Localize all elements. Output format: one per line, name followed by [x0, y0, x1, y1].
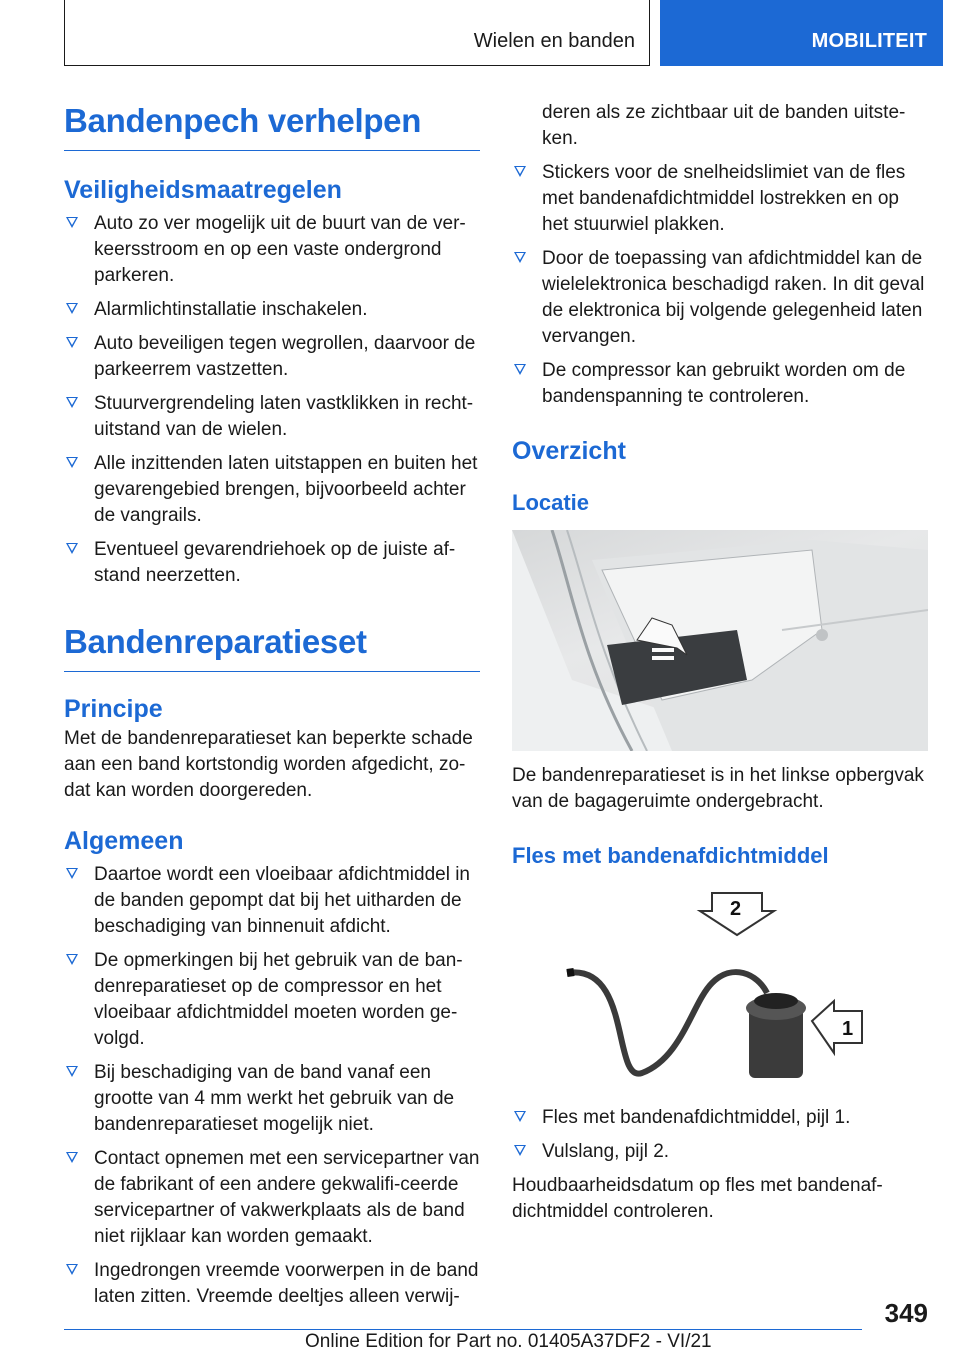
triangle-bullet-icon [66, 1264, 78, 1275]
sealant-bottle-illustration [512, 883, 928, 1093]
trunk-photo-illustration [512, 530, 928, 751]
triangle-bullet-icon [66, 543, 78, 554]
sealant-bottle-figure [512, 883, 928, 1093]
page-title: Bandenpech verhelpen [64, 100, 480, 151]
principle-text: Met de bandenreparatieset kan beperkte schade aan een band kortstondig worden afgedicht, zo-dat kan worden doorgereden. [64, 728, 473, 801]
triangle-bullet-icon [66, 954, 78, 965]
triangle-bullet-icon [66, 337, 78, 348]
right-column [512, 100, 928, 1225]
list-item: Bij beschadiging van de band vanaf een grootte van 4 mm werkt het gebruik van de bandenreparatieset mogelijk niet. [64, 1060, 480, 1138]
bottle-heading: Fles met bandenafdichtmiddel [512, 843, 829, 868]
list-item: Fles met bandenafdichtmiddel, pijl 1. [512, 1105, 928, 1131]
location-heading: Locatie [512, 490, 590, 515]
triangle-bullet-icon [66, 1066, 78, 1077]
chapter-title: MOBILITEIT [811, 30, 927, 52]
list-item: Daartoe wordt een vloeibaar afdichtmiddel in de banden gepompt dat bij het uitharden de beschadiging van binnenuit afdicht. [64, 862, 480, 940]
edition-text: Online Edition for Part no. 01405A37DF2 - VI/21 [305, 1331, 712, 1352]
overview-heading: Overzicht [512, 437, 626, 465]
list-item: Contact opnemen met een servicepartner van de fabrikant of een andere gekwalifi-ceerde servicepartner of vakwerkplaats als de band niet rijklaar kan worden gemaakt. [64, 1146, 480, 1250]
list-item: Ingedrongen vreemde voorwerpen in de band laten zitten. Vreemde deeltjes alleen verwij- [64, 1258, 480, 1310]
warning-list [512, 160, 928, 410]
kit-title: Bandenreparatieset [64, 621, 480, 672]
arrow-2-label: 2 [730, 898, 742, 920]
triangle-bullet-icon [514, 364, 526, 375]
principle-heading: Principe [64, 695, 163, 723]
triangle-bullet-icon [66, 217, 78, 228]
triangle-bullet-icon [514, 166, 526, 177]
safety-list [64, 211, 480, 589]
footer-divider [64, 1329, 862, 1330]
list-item: Stickers voor de snelheidslimiet van de fles met bandenafdichtmiddel lostrekken en op het stuurwiel plakken. [512, 160, 928, 238]
triangle-bullet-icon [514, 1111, 526, 1122]
safety-heading: Veiligheidsmaatregelen [64, 176, 342, 204]
list-item: Door de toepassing van afdichtmiddel kan de wielelektronica beschadigd raken. In dit geval de elektronica bij volgende gelegenheid laten vervangen. [512, 246, 928, 350]
list-item: Auto zo ver mogelijk uit de buurt van de ver-keersstroom en op een vaste ondergrond parkeren. [64, 211, 480, 289]
triangle-bullet-icon [66, 303, 78, 314]
list-item: De opmerkingen bij het gebruik van de ban-denreparatieset op de compressor en het vloeibaar afdichtmiddel moeten worden ge-volgd. [64, 948, 480, 1052]
triangle-bullet-icon [66, 457, 78, 468]
chapter-tab [660, 0, 943, 66]
general-list [64, 862, 480, 1310]
general-heading: Algemeen [64, 827, 184, 855]
continued-text: deren als ze zichtbaar uit de banden uitste-ken. [542, 102, 906, 149]
trunk-location-photo [512, 530, 928, 751]
list-item: Stuurvergrendeling laten vastklikken in recht-uitstand van de wielen. [64, 391, 480, 443]
list-item: Alarmlichtinstallatie inschakelen. [64, 297, 480, 323]
triangle-bullet-icon [514, 252, 526, 263]
list-item: Vulslang, pijl 2. [512, 1139, 928, 1165]
bottle-list [512, 1105, 928, 1165]
arrow-1-label: 1 [842, 1018, 854, 1040]
list-item: De compressor kan gebruikt worden om de bandenspanning te controleren. [512, 358, 928, 410]
left-column [64, 100, 480, 1310]
bottle-text: Houdbaarheidsdatum op fles met bandenaf-dichtmiddel controleren. [512, 1175, 883, 1222]
list-item: Auto beveiligen tegen wegrollen, daarvoor de parkeerrem vastzetten. [64, 331, 480, 383]
triangle-bullet-icon [66, 868, 78, 879]
section-title: Wielen en banden [473, 30, 635, 52]
triangle-bullet-icon [66, 397, 78, 408]
list-item: Eventueel gevarendriehoek op de juiste af-stand neerzetten. [64, 537, 480, 589]
triangle-bullet-icon [514, 1145, 526, 1156]
location-text: De bandenreparatieset is in het linkse opbergvak van de bagageruimte ondergebracht. [512, 765, 924, 812]
section-tab [64, 0, 650, 66]
triangle-bullet-icon [66, 1152, 78, 1163]
list-item: Alle inzittenden laten uitstappen en buiten het gevarengebied brengen, bijvoorbeeld achter de vangrails. [64, 451, 480, 529]
page-number: 349 [884, 1298, 928, 1328]
